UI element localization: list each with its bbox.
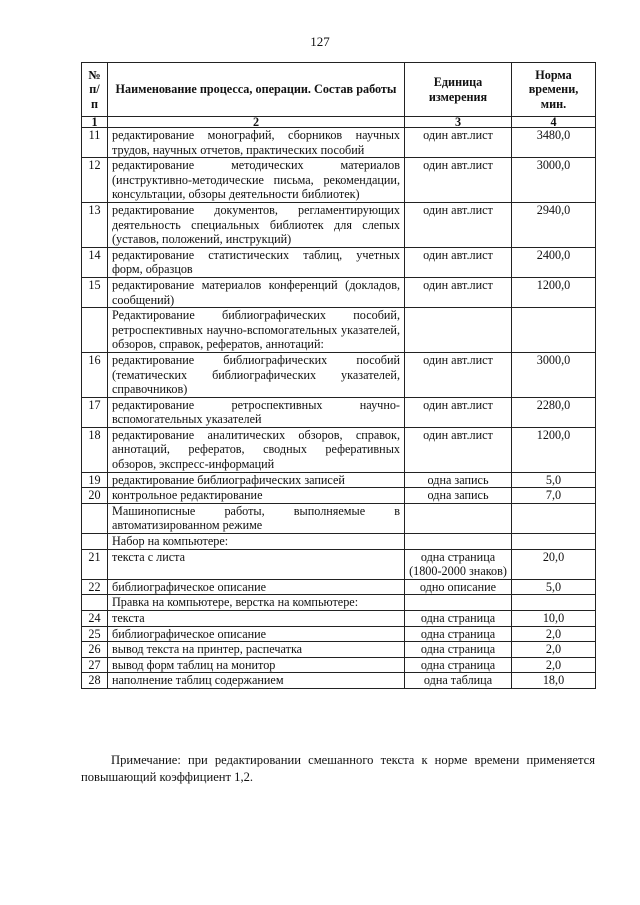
row-unit: одна страница — [405, 642, 512, 658]
row-norm — [512, 308, 596, 353]
row-unit — [405, 534, 512, 550]
row-number: 22 — [82, 579, 108, 595]
row-unit: один авт.лист — [405, 397, 512, 427]
row-norm: 2940,0 — [512, 202, 596, 247]
header-unit: Единица измерения — [405, 63, 512, 117]
row-unit: одна страница — [405, 611, 512, 627]
row-norm: 1200,0 — [512, 277, 596, 307]
row-number: 19 — [82, 472, 108, 488]
row-name: редактирование ретроспективных научно-вспомогательных указателей — [108, 397, 405, 427]
row-number: 14 — [82, 247, 108, 277]
row-name: редактирование библиографических записей — [108, 472, 405, 488]
row-norm: 7,0 — [512, 488, 596, 504]
row-unit: один авт.лист — [405, 128, 512, 158]
table-row — [82, 642, 596, 658]
row-norm: 2,0 — [512, 626, 596, 642]
row-name: редактирование материалов конференций (докладов, сообщений) — [108, 277, 405, 307]
row-unit: один авт.лист — [405, 277, 512, 307]
table-row — [82, 673, 596, 689]
row-name: библиографическое описание — [108, 579, 405, 595]
row-norm — [512, 503, 596, 533]
row-norm: 2400,0 — [512, 247, 596, 277]
header-norm: Норма времени, мин. — [512, 63, 596, 117]
row-number: 20 — [82, 488, 108, 504]
row-name: вывод форм таблиц на монитор — [108, 657, 405, 673]
header-num: № п/п — [82, 63, 108, 117]
column-index: 1 — [82, 117, 108, 128]
table-row — [82, 427, 596, 472]
table-row — [82, 626, 596, 642]
row-unit: один авт.лист — [405, 202, 512, 247]
row-norm: 1200,0 — [512, 427, 596, 472]
column-index: 2 — [108, 117, 405, 128]
row-name: редактирование монографий, сборников научных трудов, научных отчетов, практических пособий — [108, 128, 405, 158]
row-name: редактирование библиографических пособий (тематических библиографических указателей, справочников) — [108, 352, 405, 397]
row-norm: 20,0 — [512, 549, 596, 579]
column-index: 4 — [512, 117, 596, 128]
table-row — [82, 308, 596, 353]
page-number: 127 — [310, 34, 330, 49]
row-unit — [405, 595, 512, 611]
table-row — [82, 595, 596, 611]
table-row — [82, 549, 596, 579]
row-name: Редактирование библиографических пособий, ретроспективных научно-вспомогательных указателей, обзоров, справок, рефератов, аннотаций: — [108, 308, 405, 353]
row-number — [82, 308, 108, 353]
row-name: контрольное редактирование — [108, 488, 405, 504]
row-number: 28 — [82, 673, 108, 689]
row-number — [82, 595, 108, 611]
row-name: текста с листа — [108, 549, 405, 579]
row-unit: одно описание — [405, 579, 512, 595]
row-norm: 5,0 — [512, 579, 596, 595]
table-body — [82, 128, 596, 689]
row-name: редактирование статистических таблиц, учетных форм, образцов — [108, 247, 405, 277]
row-name: Набор на компьютере: — [108, 534, 405, 550]
row-number: 27 — [82, 657, 108, 673]
row-norm — [512, 534, 596, 550]
table-row — [82, 352, 596, 397]
row-name: библиографическое описание — [108, 626, 405, 642]
row-unit: одна страница — [405, 657, 512, 673]
row-unit — [405, 503, 512, 533]
row-name: вывод текста на принтер, распечатка — [108, 642, 405, 658]
row-unit: один авт.лист — [405, 247, 512, 277]
row-unit: один авт.лист — [405, 427, 512, 472]
row-name: редактирование аналитических обзоров, справок, аннотаций, рефератов, сводных реферативных обзоров, экспресс-информаций — [108, 427, 405, 472]
table-row — [82, 657, 596, 673]
row-name: Машинописные работы, выполняемые в автоматизированном режиме — [108, 503, 405, 533]
row-name: редактирование документов, регламентирующих деятельность специальных библиотек для слепых (уставов, положений, инструкций) — [108, 202, 405, 247]
column-index-row — [82, 117, 596, 128]
table-row — [82, 611, 596, 627]
row-norm: 2,0 — [512, 657, 596, 673]
row-norm: 5,0 — [512, 472, 596, 488]
column-index: 3 — [405, 117, 512, 128]
row-unit: один авт.лист — [405, 352, 512, 397]
row-norm: 2280,0 — [512, 397, 596, 427]
row-unit: одна запись — [405, 488, 512, 504]
table-header-row — [82, 63, 596, 117]
row-unit: одна страница — [405, 626, 512, 642]
row-number: 13 — [82, 202, 108, 247]
row-norm: 3480,0 — [512, 128, 596, 158]
row-norm: 2,0 — [512, 642, 596, 658]
row-number: 25 — [82, 626, 108, 642]
row-number: 18 — [82, 427, 108, 472]
row-unit: один авт.лист — [405, 158, 512, 203]
row-number — [82, 503, 108, 533]
row-unit: одна страница (1800-2000 знаков) — [405, 549, 512, 579]
row-norm: 3000,0 — [512, 158, 596, 203]
row-name: наполнение таблиц содержанием — [108, 673, 405, 689]
table-row — [82, 579, 596, 595]
table-row — [82, 397, 596, 427]
footnote: Примечание: при редактировании смешанного текста к норме времени применяется повышающий коэффициент 1,2. — [81, 753, 595, 784]
row-name: текста — [108, 611, 405, 627]
table-row — [82, 534, 596, 550]
row-unit: одна запись — [405, 472, 512, 488]
table-row — [82, 277, 596, 307]
row-number: 16 — [82, 352, 108, 397]
row-number: 17 — [82, 397, 108, 427]
row-norm: 18,0 — [512, 673, 596, 689]
row-unit: одна таблица — [405, 673, 512, 689]
header-name: Наименование процесса, операции. Состав работы — [108, 63, 405, 117]
table-row — [82, 202, 596, 247]
time-norms-table — [81, 62, 596, 689]
row-norm: 10,0 — [512, 611, 596, 627]
row-number: 11 — [82, 128, 108, 158]
row-norm — [512, 595, 596, 611]
table-row — [82, 503, 596, 533]
row-number — [82, 534, 108, 550]
row-unit — [405, 308, 512, 353]
row-number: 24 — [82, 611, 108, 627]
row-name: редактирование методических материалов (инструктивно-методические письма, рекомендации, консультации, обзоры деятельности библиотек) — [108, 158, 405, 203]
table-row — [82, 247, 596, 277]
row-number: 15 — [82, 277, 108, 307]
row-number: 26 — [82, 642, 108, 658]
table-row — [82, 488, 596, 504]
row-name: Правка на компьютере, верстка на компьютере: — [108, 595, 405, 611]
row-norm: 3000,0 — [512, 352, 596, 397]
row-number: 12 — [82, 158, 108, 203]
table-row — [82, 128, 596, 158]
table-row — [82, 158, 596, 203]
table-row — [82, 472, 596, 488]
row-number: 21 — [82, 549, 108, 579]
